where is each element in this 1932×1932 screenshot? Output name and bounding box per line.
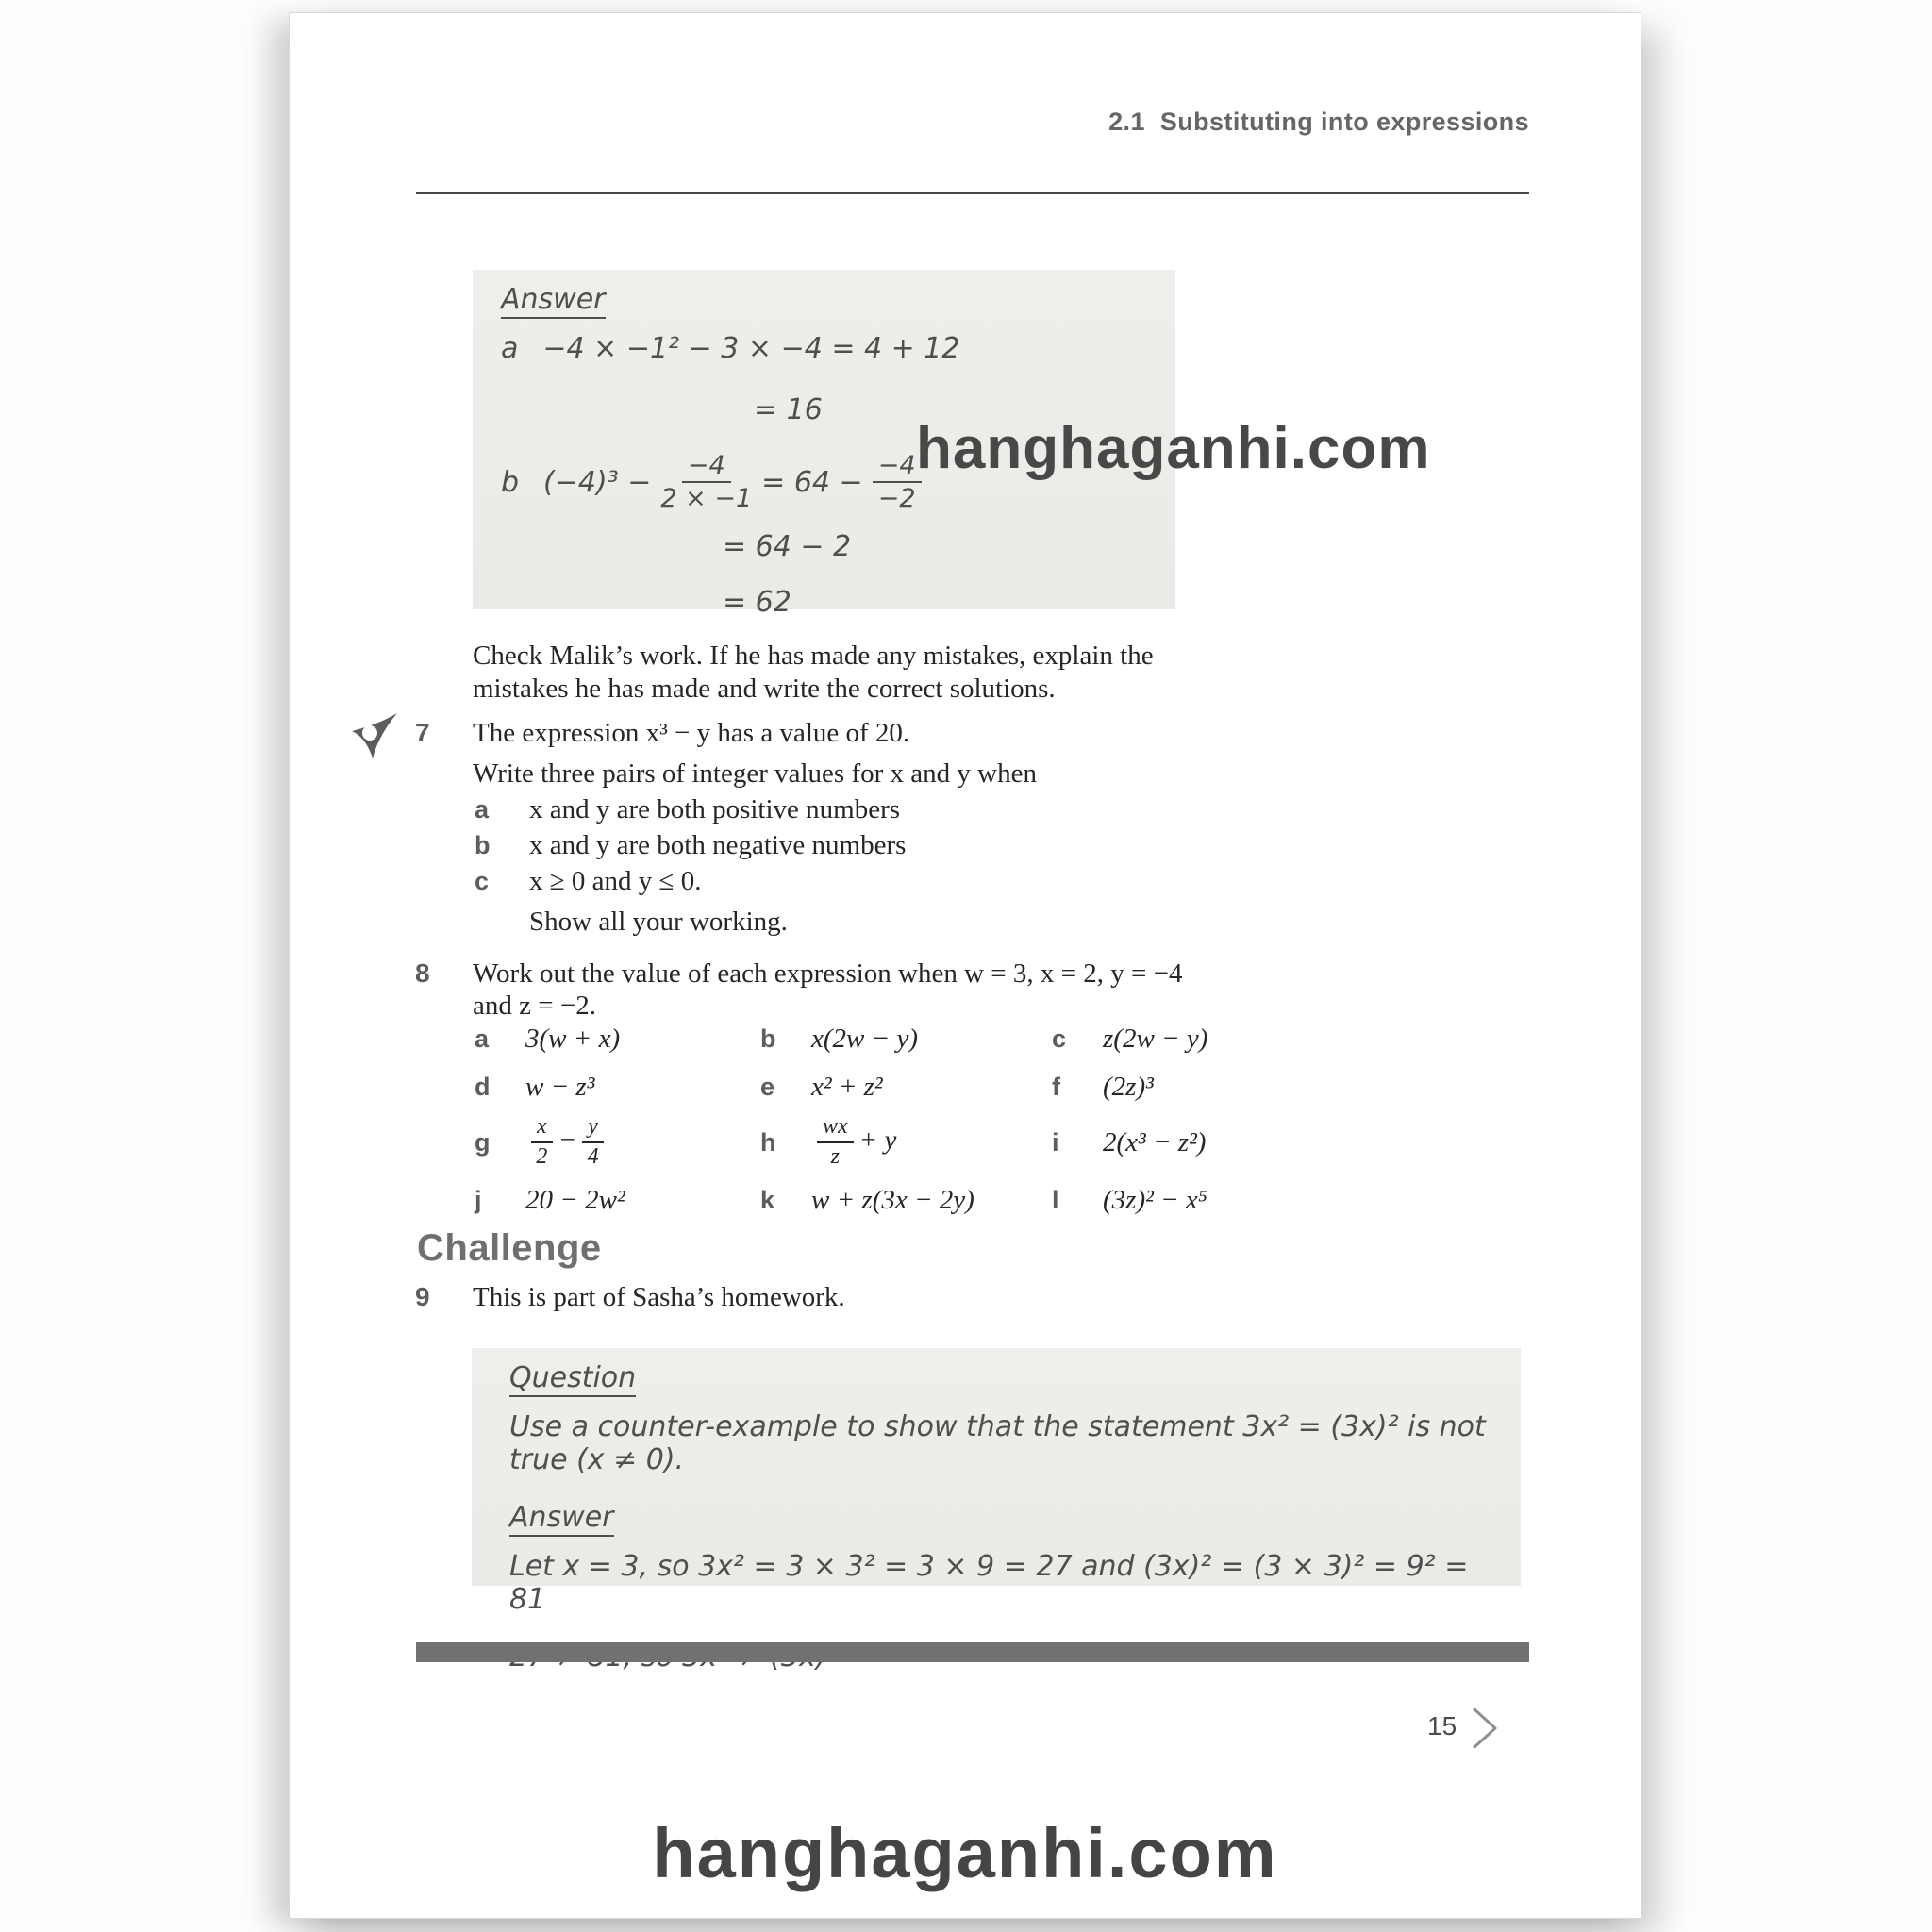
q8-item-j bbox=[475, 1185, 760, 1216]
fraction bbox=[582, 1114, 604, 1170]
part-letter: i bbox=[1052, 1127, 1059, 1157]
expression: w − z³ bbox=[525, 1071, 595, 1102]
fraction-denominator: −2 bbox=[877, 484, 916, 514]
expression: 20 − 2w² bbox=[525, 1184, 625, 1215]
part-letter: k bbox=[760, 1185, 775, 1214]
equation-b-lead: (−4)³ − bbox=[543, 465, 652, 499]
answer-label: Answer bbox=[501, 283, 606, 319]
footer-bar bbox=[416, 1642, 1529, 1662]
answer-line-b-result bbox=[723, 586, 1147, 619]
watermark-bottom: hanghaganhi.com bbox=[652, 1814, 1278, 1892]
question-7-number: 7 bbox=[415, 718, 430, 747]
question-label: Question bbox=[509, 1361, 636, 1397]
q8-item-h bbox=[760, 1114, 1052, 1170]
section-title: Substituting into expressions bbox=[1159, 108, 1529, 136]
sasha-homework-box bbox=[472, 1348, 1521, 1616]
sasha-answer-line1: Let x = 3, so 3x² = 3 × 3² = 3 × 9 = 27 and (3x)² = (3 × 3)² = 9² = 81 bbox=[509, 1550, 1469, 1616]
part-letter: c bbox=[1052, 1024, 1067, 1053]
fraction bbox=[531, 1114, 553, 1170]
expression bbox=[525, 1114, 609, 1170]
check-paragraph-line2: mistakes he has made and write the correct solutions. bbox=[473, 674, 1056, 704]
fraction-numerator: y bbox=[582, 1114, 604, 1143]
equation-b-step2: = 64 − 2 bbox=[723, 530, 852, 564]
part-letter: e bbox=[760, 1072, 775, 1101]
expression: (3z)² − x⁵ bbox=[1103, 1184, 1208, 1215]
expression: x² + z² bbox=[811, 1071, 883, 1102]
q8-item-c bbox=[1052, 1024, 1493, 1055]
part-letter: j bbox=[475, 1185, 482, 1214]
page-number: 15 bbox=[1427, 1711, 1457, 1740]
part-letter: b bbox=[760, 1024, 776, 1053]
part-letter: g bbox=[475, 1127, 491, 1157]
equation-b-mid: = 64 − bbox=[761, 465, 863, 499]
expression: z(2w − y) bbox=[1103, 1023, 1208, 1054]
fraction bbox=[660, 451, 752, 513]
part-letter: f bbox=[1052, 1072, 1060, 1101]
question-9-text: This is part of Sasha’s homework. bbox=[473, 1282, 845, 1312]
question-7-part-c bbox=[475, 863, 702, 899]
expression-suffix: + y bbox=[858, 1124, 897, 1156]
question-7-line1: The expression x³ − y has a value of 20. bbox=[473, 718, 910, 748]
chevron-right-icon bbox=[1471, 1704, 1499, 1753]
question-8-number: 8 bbox=[415, 958, 430, 988]
fraction bbox=[873, 451, 922, 513]
q8-item-k bbox=[760, 1185, 1052, 1216]
fraction-numerator: x bbox=[531, 1114, 553, 1143]
question-8-intro-line2: and z = −2. bbox=[473, 991, 596, 1021]
expression: 2(x³ − z²) bbox=[1103, 1126, 1207, 1158]
challenge-heading: Challenge bbox=[417, 1227, 602, 1269]
header-rule bbox=[416, 192, 1529, 194]
part-letter: a bbox=[501, 332, 519, 365]
expression: x(2w − y) bbox=[811, 1023, 918, 1054]
answer-label: Answer bbox=[509, 1501, 614, 1537]
q8-item-d bbox=[475, 1072, 760, 1103]
fraction-numerator: −4 bbox=[873, 451, 922, 483]
expression: w + z(3x − 2y) bbox=[811, 1184, 974, 1215]
part-letter: b bbox=[501, 465, 520, 499]
answer-line-a bbox=[501, 332, 1147, 365]
question-8-items bbox=[475, 1015, 1493, 1226]
q8-item-a bbox=[475, 1024, 760, 1055]
problem-solving-icon bbox=[350, 711, 399, 760]
question-7-part-b bbox=[475, 827, 907, 863]
fraction-denominator: 4 bbox=[587, 1144, 599, 1169]
q8-item-i bbox=[1052, 1127, 1493, 1158]
answer-line-b-step2 bbox=[723, 530, 1147, 563]
watermark-middle: hanghaganhi.com bbox=[916, 416, 1431, 481]
q8-item-l bbox=[1052, 1185, 1493, 1216]
fraction-numerator: wx bbox=[817, 1114, 854, 1143]
expression bbox=[811, 1114, 896, 1170]
equation-a-result: = 16 bbox=[754, 393, 823, 426]
part-letter: a bbox=[475, 795, 490, 824]
question-7-line2: Write three pairs of integer values for x and y when bbox=[473, 758, 1037, 789]
part-letter: b bbox=[475, 831, 491, 859]
fraction-numerator: −4 bbox=[682, 451, 731, 483]
part-letter: d bbox=[475, 1072, 491, 1101]
question-8-intro-line1: Work out the value of each expression when w = 3, x = 2, y = −4 bbox=[473, 958, 1183, 989]
equation-a: −4 × −1² − 3 × −4 = 4 + 12 bbox=[542, 332, 960, 365]
part-letter: c bbox=[475, 867, 490, 895]
check-paragraph-line1: Check Malik’s work. If he has made any mistakes, explain the bbox=[473, 641, 1154, 671]
question-7-note: Show all your working. bbox=[529, 907, 788, 937]
section-header bbox=[1108, 108, 1529, 137]
part-text: x and y are both negative numbers bbox=[529, 830, 907, 860]
part-text: x and y are both positive numbers bbox=[529, 794, 901, 824]
equation-b-result: = 62 bbox=[723, 586, 791, 620]
fraction-denominator: 2 × −1 bbox=[660, 484, 753, 514]
expression: 3(w + x) bbox=[525, 1023, 621, 1054]
sasha-question-text: Use a counter-example to show that the statement 3x² = (3x)² is not true (x ≠ 0). bbox=[509, 1410, 1486, 1476]
fraction-denominator: 2 bbox=[536, 1144, 548, 1169]
q8-item-f bbox=[1052, 1072, 1493, 1103]
part-letter: h bbox=[760, 1127, 776, 1157]
part-letter: a bbox=[475, 1024, 490, 1053]
fraction bbox=[817, 1114, 854, 1170]
q8-item-e bbox=[760, 1072, 1052, 1103]
question-9-number: 9 bbox=[415, 1282, 430, 1311]
q8-item-b bbox=[760, 1024, 1052, 1055]
part-text: x ≥ 0 and y ≤ 0. bbox=[529, 866, 702, 896]
operator: − bbox=[558, 1124, 577, 1156]
q8-item-g bbox=[475, 1114, 760, 1170]
book-page bbox=[289, 12, 1641, 1919]
fraction-denominator: z bbox=[830, 1144, 840, 1169]
question-7-part-a bbox=[475, 791, 901, 827]
expression: (2z)³ bbox=[1103, 1071, 1154, 1102]
part-letter: l bbox=[1052, 1185, 1059, 1214]
section-number: 2.1 bbox=[1108, 108, 1145, 136]
